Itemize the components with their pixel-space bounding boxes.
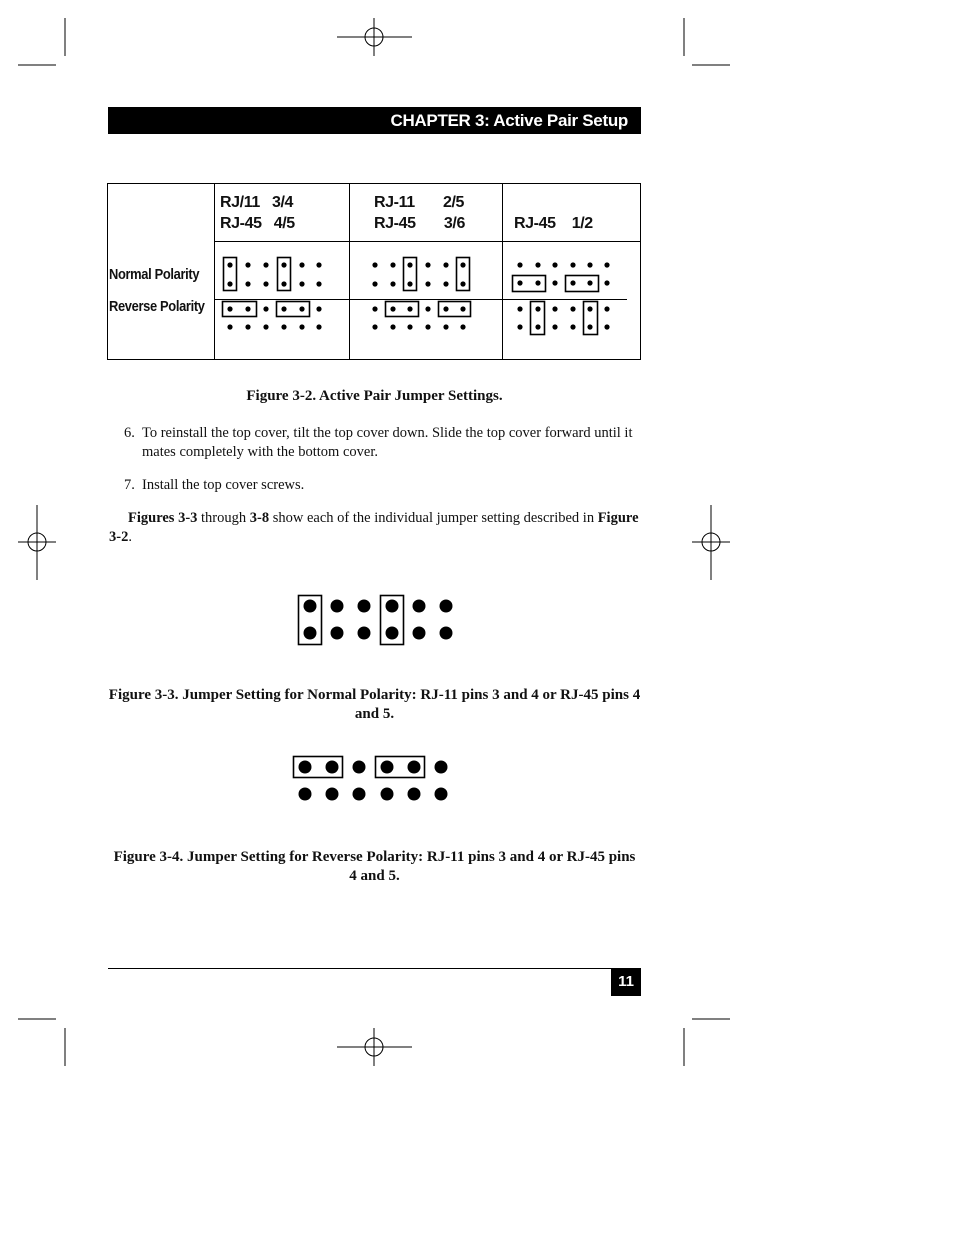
figure-3-4-caption: Figure 3-4. Jumper Setting for Reverse Polarity: RJ-11 pins 3 and 4 or RJ-45 pins 4 and 5.: [113, 849, 636, 884]
col2-line1: RJ-11 2/5: [374, 194, 465, 211]
col3-line2: RJ-45 1/2: [514, 215, 593, 232]
col1-line1: RJ/11 3/4: [220, 194, 293, 211]
figure-3-3-caption: Figure 3-3. Jumper Setting for Normal Polarity: RJ-11 pins 3 and 4 or RJ-45 pins 4 and 5.: [108, 687, 641, 722]
intro-middle: show each of the individual jumper setting described in: [269, 510, 598, 526]
intro-end: .: [128, 529, 132, 545]
row-label-reverse: Reverse Polarity: [109, 298, 205, 315]
chapter-header: CHAPTER 3: Active Pair Setup: [108, 107, 641, 134]
step-7-number: 7.: [124, 477, 135, 493]
figure-3-2-caption: Figure 3-2. Active Pair Jumper Settings.: [246, 388, 503, 404]
figure-3-8-ref: 3-8: [249, 510, 270, 526]
step-6-text: To reinstall the top cover, tilt the top cover down. Slide the top cover forward until it mates completely with the bottom cover.: [142, 425, 633, 460]
col2-line2: RJ-45 3/6: [374, 215, 465, 232]
row-label-normal: Normal Polarity: [109, 266, 200, 283]
page-number: 11: [611, 968, 641, 996]
figures-3-3-ref: Figures 3-3: [128, 510, 198, 526]
figure-3-2-ref: Figure 3-2: [109, 510, 639, 545]
col1-line2: RJ-45 4/5: [220, 215, 295, 232]
step-6-number: 6.: [124, 425, 135, 441]
intro-through: through: [197, 510, 250, 526]
step-7-text: Install the top cover screws.: [142, 477, 305, 493]
